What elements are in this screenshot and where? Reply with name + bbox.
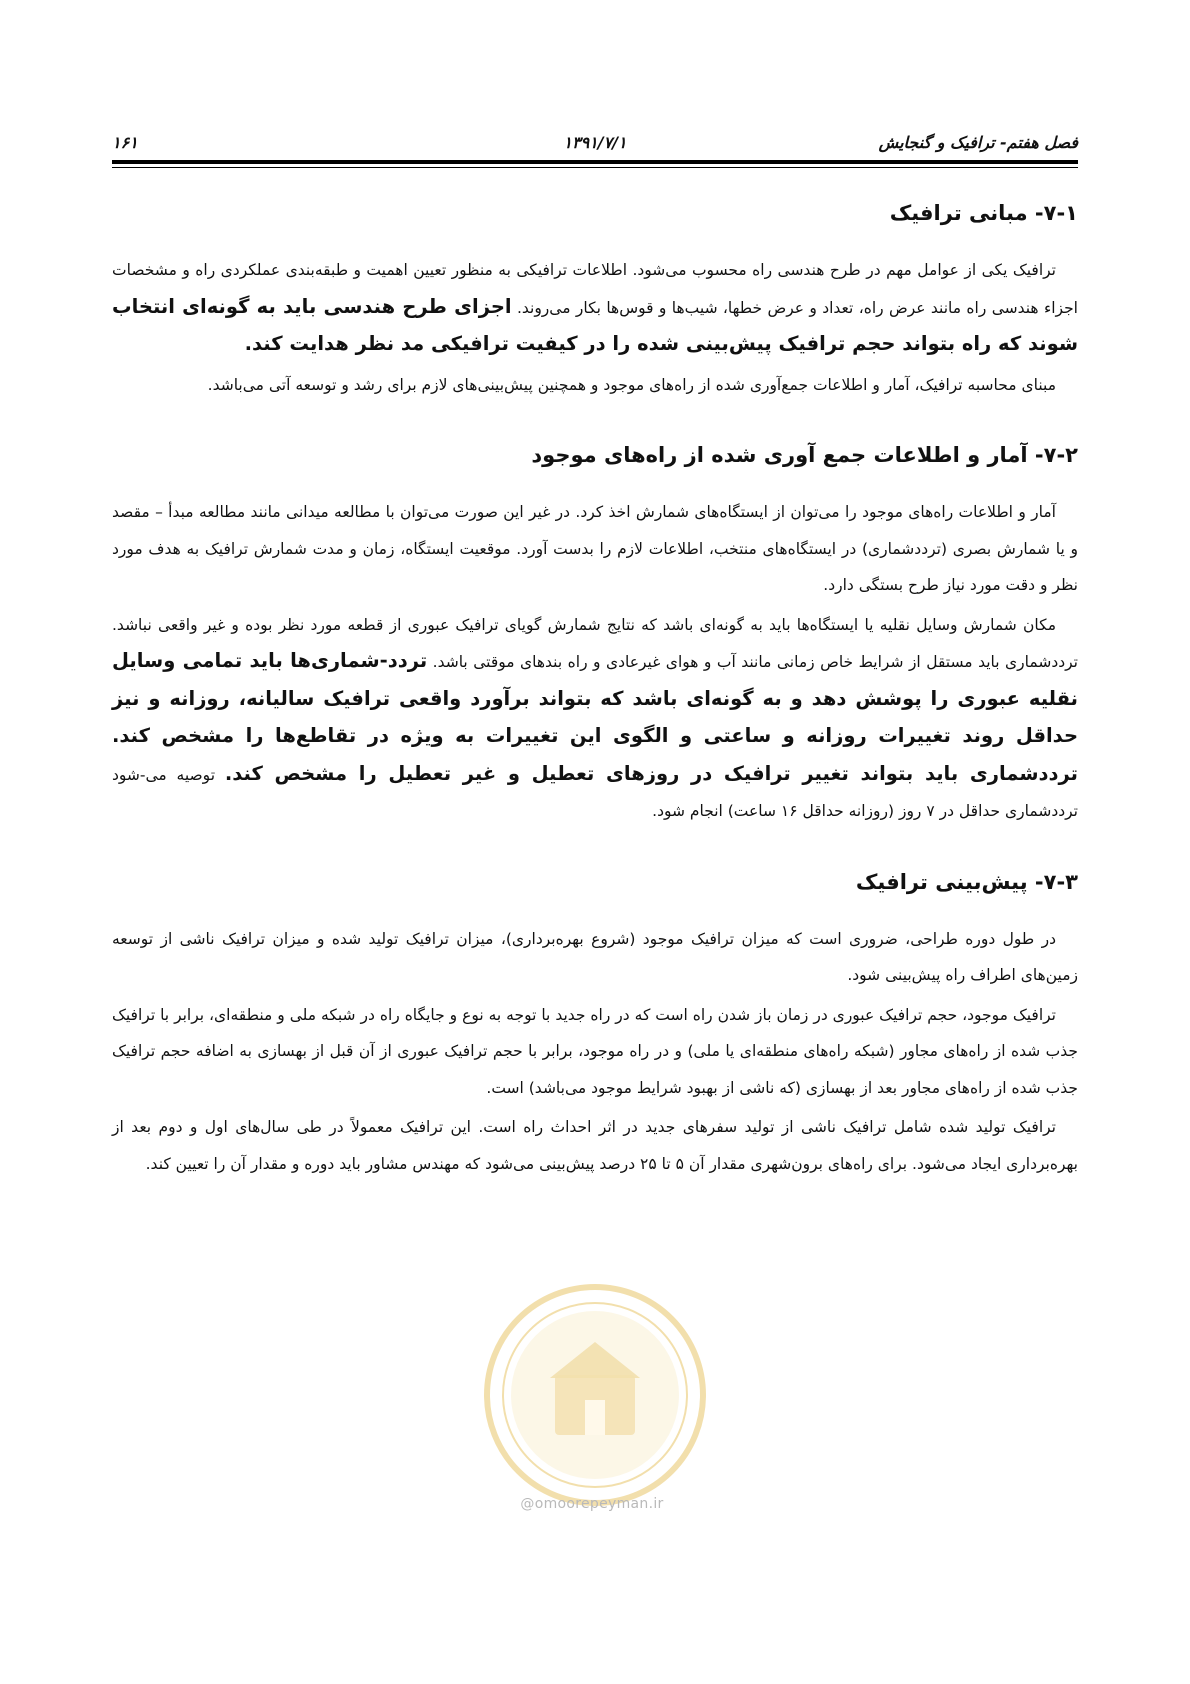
page-header: [112, 130, 1078, 156]
header-date: ۱۳۹۱/۷/۱: [563, 133, 627, 152]
paragraph-bold-text: تردد-شماری‌ها باید تمامی وسایل نقلیه عبوری را پوشش دهد و به گونه‌ای باشد که بتواند برآورد واقعی ترافیک سالیانه، روزانه و نیز حداقل روند تغییرات روزانه و ساعتی و الگوی این تغییرات به ویژه در تقاطع‌ها را مشخص کند. ترددشماری باید بتواند تغییر ترافیک در روزهای تعطیل و غیر تعطیل را مشخص کند.: [112, 649, 1078, 785]
paragraph: [112, 997, 1078, 1107]
header-rule-thick: [112, 160, 1078, 164]
watermark-seal-icon: [470, 1270, 720, 1520]
section-heading: ۷-۳- پیش‌بینی ترافیک: [855, 869, 1078, 894]
page-body: [112, 190, 1078, 1185]
seal-inner-ring: [503, 1303, 687, 1487]
paragraph-text: در طول دوره طراحی، ضروری است که میزان ترافیک موجود (شروع بهره‌برداری)، میزان ترافیک تولید شده و میزان ترافیک ناشی از توسعه زمین‌های اطراف راه پیش‌بینی شود.: [112, 929, 1078, 984]
paragraph: [112, 1109, 1078, 1182]
paragraph-text: مبنای محاسبه ترافیک، آمار و اطلاعات جمع‌آوری شده از راه‌های موجود و همچنین پیش‌بینی‌های لازم برای رشد و توسعه آتی می‌باشد.: [207, 375, 1056, 394]
section-heading: ۷-۲- آمار و اطلاعات جمع آوری شده از راه‌های موجود: [531, 443, 1078, 467]
paragraph: [112, 367, 1078, 404]
section-heading: ۷-۱- مبانی ترافیک: [889, 201, 1078, 225]
chapter-title: فصل هفتم- ترافیک و گنجایش: [878, 133, 1078, 152]
paragraph-bold-text: اجزای طرح هندسی باید به گونه‌ای انتخاب شوند که راه بتواند حجم ترافیک پیش‌بینی شده را در کیفیت ترافیکی مد نظر هدایت کند.: [112, 294, 1078, 355]
paragraph-text: مکان شمارش وسایل نقلیه یا ایستگاه‌ها باید به گونه‌ای باشد که نتایج شمارش گویای ترافیک عبوری از قطعه مورد نظر بوده و غیر واقعی نباشد. ترددشماری باید مستقل از شرایط خاص زمانی مانند آب و هوای غیرعادی و راه بندهای موقتی باشد.: [112, 615, 1078, 671]
paragraph: [112, 252, 1078, 364]
paragraph-text: ترافیک موجود، حجم ترافیک عبوری در زمان باز شدن راه است که در راه جدید با توجه به نوع و جایگاه راه در شبکه ملی و منطقه‌ای، برابر با ترافیک جذب شده از راه‌های مجاور (شبکه راه‌های منطقه‌ای یا ملی) و در راه موجود، برابر با حجم ترافیک عبوری از آن قبل از بهسازی به اضافه حجم ترافیک جذب شده از راه‌های مجاور بعد از بهسازی (که ناشی از بهبود شرایط موجود می‌باشد) است.: [112, 1005, 1078, 1097]
paragraph-text: ترافیک تولید شده شامل ترافیک ناشی از تولید سفرهای جدید در اثر احداث راه است. این ترافیک معمولاً در طی سال‌های اول و دوم بعد از بهره‌برداری ایجاد می‌شود. برای راه‌های برون‌شهری مقدار آن ۵ تا ۲۵ درصد پیش‌بینی می‌شود که مهندس مشاور باید دوره و مقدار آن را تعیین کند.: [112, 1118, 1078, 1173]
paragraph: [112, 921, 1078, 994]
paragraph-text: ترافیک یکی از عوامل مهم در طرح هندسی راه محسوب می‌شود. اطلاعات ترافیکی به منظور تعیین اهمیت و طبقه‌بندی عملکردی راه و مشخصات اجزاء هندسی راه مانند عرض راه، تعداد و عرض خطها، شیب‌ها و قوس‌ها بکار می‌روند.: [112, 261, 1078, 317]
seal-fill: [511, 1311, 679, 1479]
seal-outer-ring: [487, 1287, 703, 1503]
paragraph-tail-text: توصیه می-شود ترددشماری حداقل در ۷ روز (روزانه حداقل ۱۶ ساعت) انجام شود.: [112, 765, 1078, 820]
paragraph-text: آمار و اطلاعات راه‌های موجود را می‌توان از ایستگاه‌های شمارش اخذ کرد. در غیر این صورت می‌توان با مطالعه میدانی مانند مطالعه مبدأ – مقصد و یا شمارش بصری (ترددشماری) در ایستگاه‌های منتخب، اطلاعات لازم را بدست آورد. موقعیت ایستگاه، زمان و مدت شمارش ترافیک به هدف مورد نظر و دقت مورد نیاز طرح بستگی دارد.: [112, 503, 1078, 594]
page-number: ۱۶۱: [112, 133, 138, 152]
header-rule-thin: [112, 167, 1078, 168]
seal-building: [555, 1375, 635, 1435]
seal-door: [585, 1400, 605, 1435]
paragraph: [112, 494, 1078, 604]
paragraph: [112, 607, 1078, 830]
watermark-url: @omoorepeyman.ir: [520, 1496, 664, 1512]
seal-roof: [550, 1342, 640, 1378]
